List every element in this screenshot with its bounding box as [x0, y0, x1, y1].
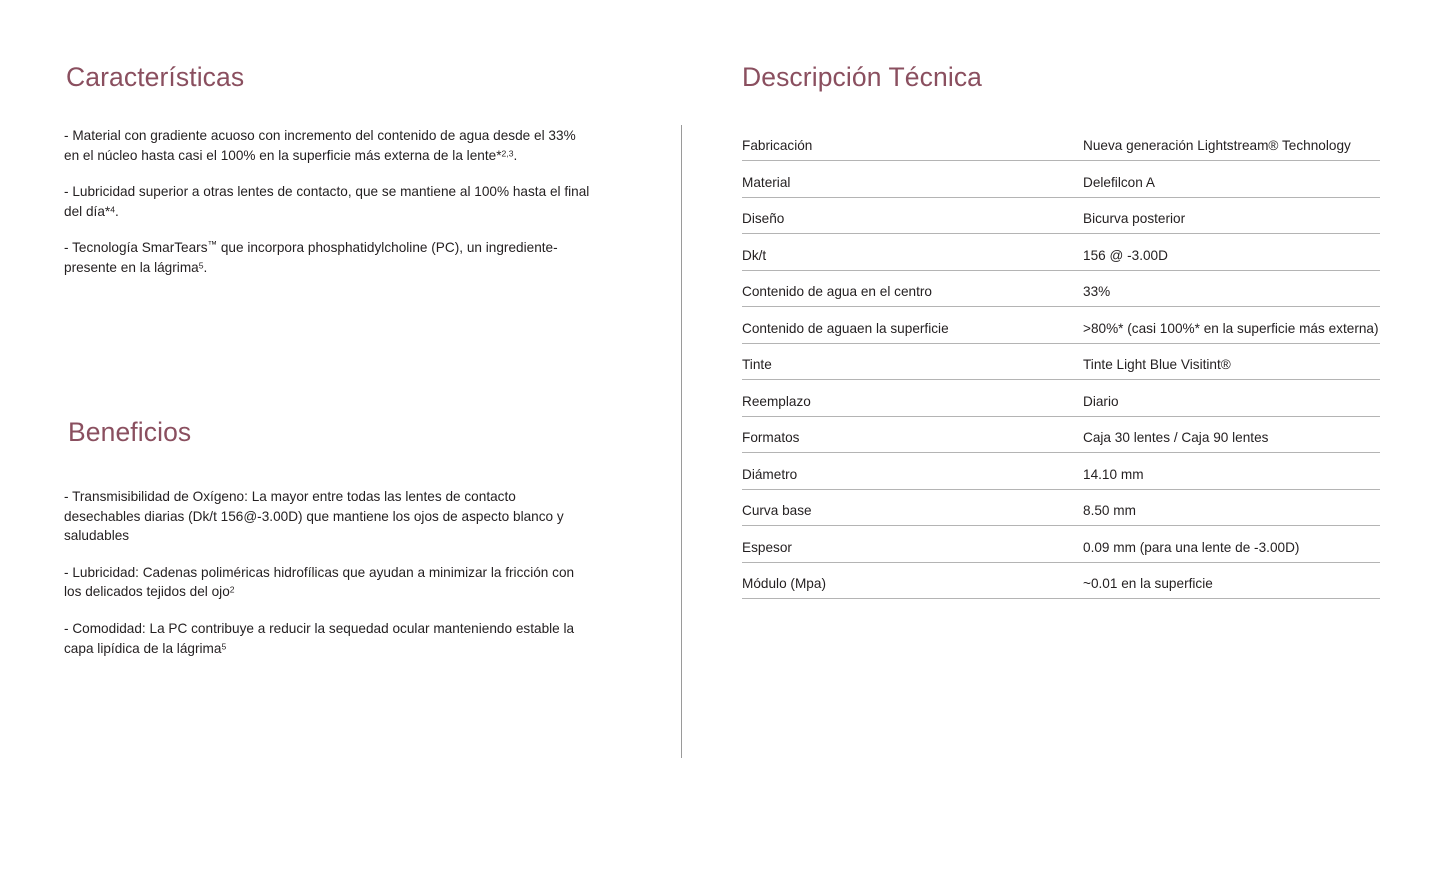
benefit-2-superscript: 2 — [229, 584, 235, 595]
spec-label: Diseño — [742, 197, 1083, 234]
benefits-paragraphs — [64, 487, 594, 658]
spec-value: 33% — [1083, 270, 1380, 307]
spec-value: >80%* (casi 100%* en la superficie más externa) — [1083, 307, 1380, 344]
spec-value: Diario — [1083, 380, 1380, 417]
spec-value: 14.10 mm — [1083, 453, 1380, 490]
spec-table-row — [742, 562, 1380, 599]
spec-table-row — [742, 489, 1380, 526]
spec-label: Reemplazo — [742, 380, 1083, 417]
feature-2-text: - Lubricidad superior a otras lentes de contacto, que se mantiene al 100% hasta el final del día* — [64, 184, 590, 219]
technical-description-heading: Descripción Técnica — [742, 62, 983, 92]
feature-1-text-after: . — [513, 147, 518, 163]
spec-table-row — [742, 161, 1380, 198]
spec-label: Material — [742, 161, 1083, 198]
spec-table-row — [742, 124, 1380, 161]
spec-value: Bicurva posterior — [1083, 197, 1380, 234]
features-paragraphs — [64, 126, 594, 278]
spec-label: Tinte — [742, 343, 1083, 380]
spec-label: Curva base — [742, 489, 1083, 526]
spec-table-row — [742, 416, 1380, 453]
column-divider — [681, 125, 682, 758]
spec-label: Fabricación — [742, 124, 1083, 161]
benefit-paragraph-3 — [64, 619, 594, 658]
features-heading: Características — [66, 62, 245, 92]
spec-value: Tinte Light Blue Visitint® — [1083, 343, 1380, 380]
spec-label: Espesor — [742, 526, 1083, 563]
benefit-1-text: - Transmisibilidad de Oxígeno: La mayor entre todas las lentes de contacto desechables diarias (Dk/t 156@-3.00D) que mantiene los ojos de aspecto blanco y saludables — [64, 489, 564, 544]
benefit-paragraph-2 — [64, 563, 594, 602]
spec-value: 0.09 mm (para una lente de -3.00D) — [1083, 526, 1380, 563]
spec-table-row — [742, 526, 1380, 563]
spec-label: Formatos — [742, 416, 1083, 453]
feature-2-superscript: 4 — [110, 204, 115, 215]
spec-table-row — [742, 453, 1380, 490]
feature-1-superscript: 2,3 — [501, 147, 514, 158]
spec-table-row — [742, 270, 1380, 307]
benefit-3-superscript: 5 — [221, 640, 227, 651]
feature-3-superscript: 5 — [198, 260, 204, 271]
spec-table-row — [742, 343, 1380, 380]
spec-value: Delefilcon A — [1083, 161, 1380, 198]
spec-table-row — [742, 197, 1380, 234]
spec-table-body — [742, 124, 1380, 599]
spec-label: Dk/t — [742, 234, 1083, 271]
feature-3-text-after: . — [203, 259, 208, 275]
benefit-3-text: - Comodidad: La PC contribuye a reducir la sequedad ocular manteniendo estable la capa lipídica de la lágrima — [64, 620, 575, 656]
feature-3-text-middle: que incorpora phosphatidylcholine (PC), un ingrediente- presente en la lágrima — [64, 240, 558, 275]
spec-table-row — [742, 307, 1380, 344]
benefit-2-text: - Lubricidad: Cadenas poliméricas hidrofílicas que ayudan a minimizar la fricción con los delicados tejidos del ojo — [64, 564, 575, 600]
spec-label: Diámetro — [742, 453, 1083, 490]
feature-paragraph-3 — [64, 238, 594, 277]
spec-value: Nueva generación Lightstream® Technology — [1083, 124, 1380, 161]
spec-value: Caja 30 lentes / Caja 90 lentes — [1083, 416, 1380, 453]
spec-table-row — [742, 380, 1380, 417]
feature-2-text-after: . — [114, 203, 119, 219]
spec-value: ~0.01 en la superficie — [1083, 562, 1380, 599]
feature-paragraph-2 — [64, 182, 594, 221]
spec-label: Módulo (Mpa) — [742, 562, 1083, 599]
feature-paragraph-1 — [64, 126, 594, 165]
technical-specification-table — [742, 124, 1380, 599]
spec-value: 8.50 mm — [1083, 489, 1380, 526]
benefits-heading: Beneficios — [68, 417, 192, 447]
trademark-symbol: ™ — [207, 240, 218, 252]
benefit-paragraph-1 — [64, 487, 594, 546]
spec-label: Contenido de agua en el centro — [742, 270, 1083, 307]
feature-3-text: - Tecnología SmarTears — [64, 240, 208, 256]
spec-label: Contenido de aguaen la superficie — [742, 307, 1083, 344]
spec-table-row — [742, 234, 1380, 271]
spec-value: 156 @ -3.00D — [1083, 234, 1380, 271]
feature-1-text: - Material con gradiente acuoso con incremento del contenido de agua desde el 33% en el núcleo hasta casi el 100% en la superficie más externa de la lente* — [64, 128, 576, 163]
